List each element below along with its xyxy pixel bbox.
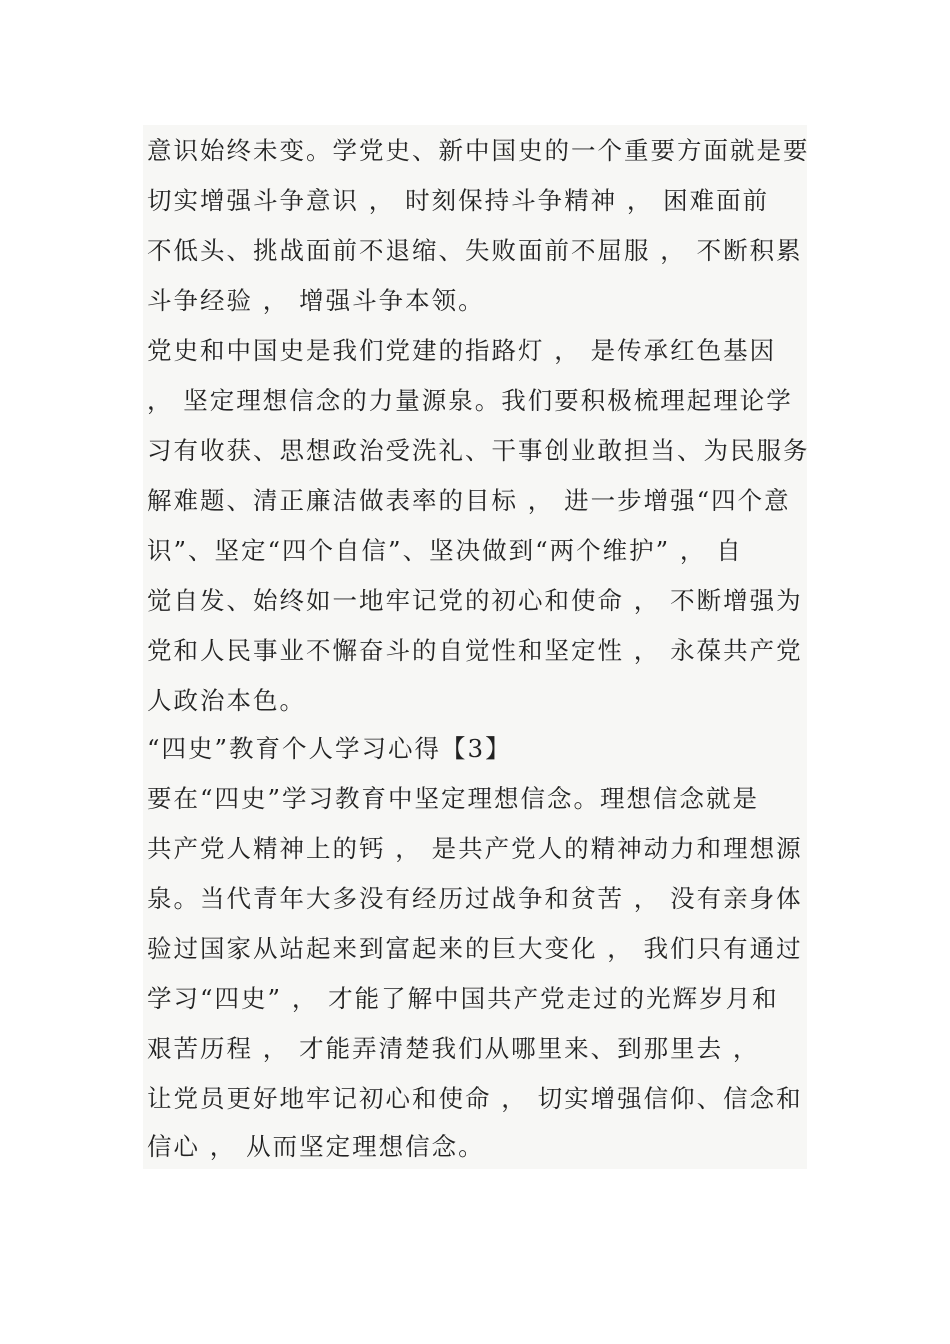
text-line: 斗争经验 ， 增强斗争本领。 — [147, 286, 485, 315]
text-line: 共产党人精神上的钙 ， 是共产党人的精神动力和理想源 — [147, 834, 803, 863]
text-line: 不低头、挑战面前不退缩、失败面前不屈服 ， 不断积累 — [147, 236, 803, 265]
text-line: ， 坚定理想信念的力量源泉。我们要积极梳理起理论学 — [147, 386, 793, 415]
text-line: 让党员更好地牢记初心和使命 ， 切实增强信仰、信念和 — [147, 1084, 803, 1113]
text-line: 党和人民事业不懈奋斗的自觉性和坚定性 ， 永葆共产党 — [147, 636, 803, 665]
text-line: 信心 ， 从而坚定理想信念。 — [147, 1132, 485, 1161]
text-line: 要在“四史”学习教育中坚定理想信念。理想信念就是 — [147, 784, 760, 813]
text-line: 学习“四史” ， 才能了解中国共产党走过的光辉岁月和 — [147, 984, 779, 1013]
text-line: 党史和中国史是我们党建的指路灯 ， 是传承红色基因 — [147, 336, 777, 365]
text-line: 人政治本色。 — [147, 686, 306, 715]
text-line: 艰苦历程 ， 才能弄清楚我们从哪里来、到那里去 ， — [147, 1034, 760, 1063]
text-line: 泉。当代青年大多没有经历过战争和贫苦 ， 没有亲身体 — [147, 884, 803, 913]
text-line: 习有收获、思想政治受洗礼、干事创业敢担当、为民服务 — [147, 436, 810, 465]
text-line: 验过国家从站起来到富起来的巨大变化 ， 我们只有通过 — [147, 934, 803, 963]
text-line: 解难题、清正廉洁做表率的目标 ， 进一步增强“四个意 — [147, 486, 791, 515]
text-block — [143, 125, 810, 1169]
section-heading: “四史”教育个人学习心得【3】 — [147, 734, 512, 763]
text-line: 觉自发、始终如一地牢记党的初心和使命 ， 不断增强为 — [147, 586, 803, 615]
text-line: 切实增强斗争意识 ， 时刻保持斗争精神 ， 困难面前 — [147, 186, 770, 215]
text-line: 识”、坚定“四个自信”、坚决做到“两个维护” ， 自 — [147, 536, 743, 565]
text-line: 意识始终未变。学党史、新中国史的一个重要方面就是要 — [147, 136, 810, 165]
